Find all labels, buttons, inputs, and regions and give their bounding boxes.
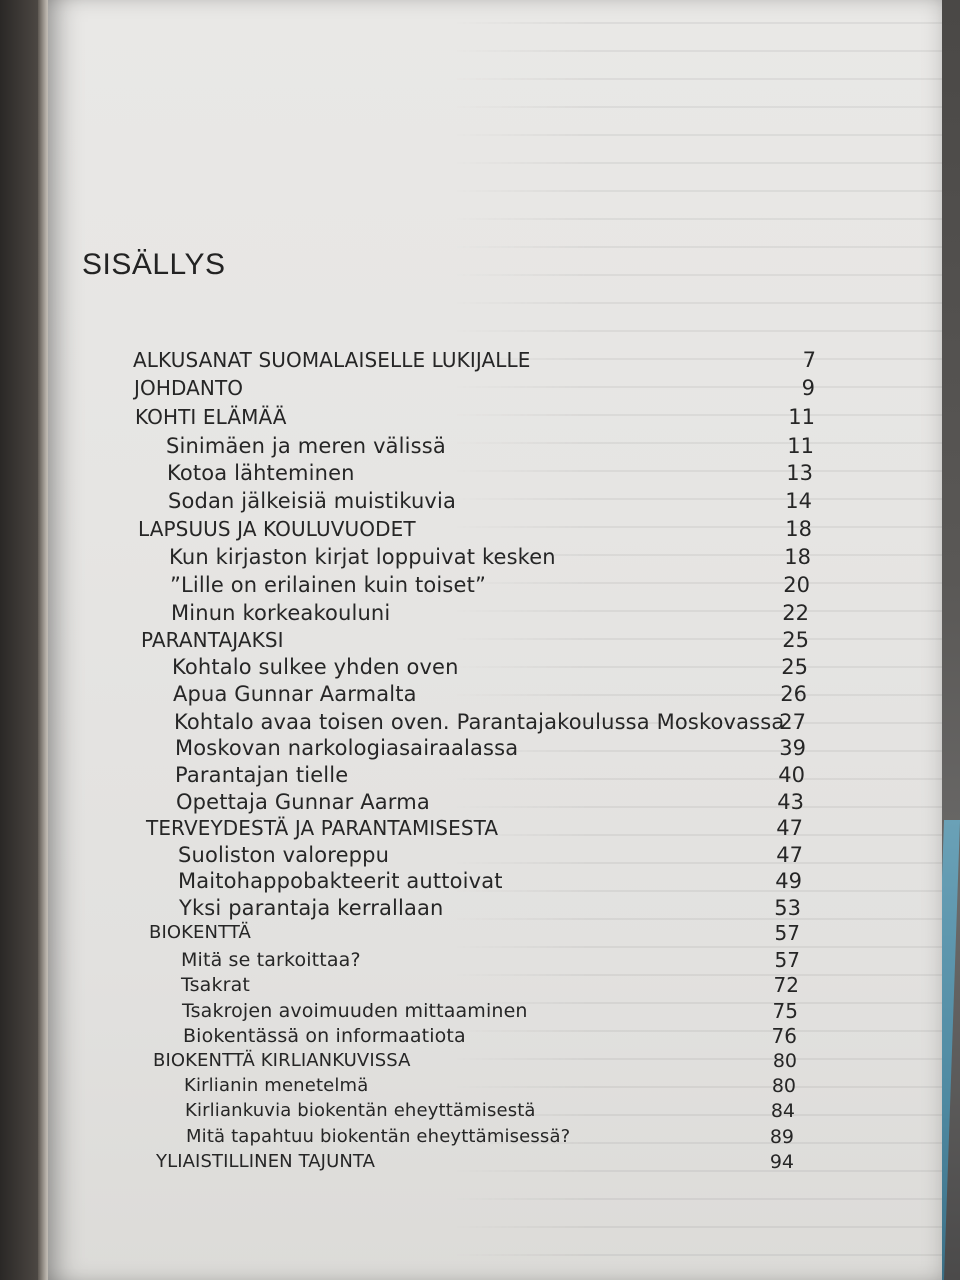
toc-chapter-entry [153, 1048, 797, 1074]
toc-entry-title: Mitä se tarkoittaa? [181, 949, 361, 971]
toc-chapter-entry [141, 627, 809, 653]
toc-entry-title: LAPSUUS JA KOULUVUODET [138, 517, 416, 541]
toc-page-number: 75 [772, 999, 798, 1023]
toc-chapter-entry [138, 516, 812, 542]
toc-page-number: 13 [786, 461, 813, 485]
toc-section-entry [181, 972, 799, 998]
toc-page-number: 9 [801, 376, 815, 400]
toc-page-number: 47 [776, 843, 803, 867]
toc-entry-title: Yksi parantaja kerrallaan [179, 896, 444, 920]
toc-chapter-entry [149, 920, 800, 946]
page-title: SISÄLLYS [82, 248, 226, 281]
toc-page-number: 49 [775, 869, 802, 893]
toc-section-entry [168, 488, 812, 514]
toc-chapter-entry [134, 375, 815, 401]
toc-section-entry [174, 709, 806, 735]
toc-section-entry [178, 868, 802, 894]
toc-section-entry [173, 681, 807, 707]
toc-page-number: 84 [770, 1100, 795, 1122]
toc-entry-title: Apua Gunnar Aarmalta [173, 682, 417, 706]
toc-page-number: 11 [788, 405, 815, 429]
toc-entry-title: BIOKENTTÄ [149, 922, 251, 943]
toc-entry-title: Sinimäen ja meren välissä [166, 434, 446, 458]
toc-page-number: 18 [784, 545, 811, 569]
toc-section-entry [175, 762, 805, 788]
toc-page-number: 76 [771, 1024, 797, 1048]
toc-page-number: 57 [774, 921, 800, 945]
toc-page-number: 26 [780, 682, 807, 706]
toc-page-number: 25 [781, 655, 808, 679]
toc-entry-title: Kirliankuvia biokentän eheyttämisestä [185, 1100, 536, 1121]
toc-entry-title: Kotoa lähteminen [167, 461, 355, 485]
toc-section-entry [179, 895, 801, 921]
toc-chapter-entry [146, 815, 803, 841]
toc-section-entry [184, 1073, 796, 1099]
toc-entry-title: Sodan jälkeisiä muistikuvia [168, 489, 457, 513]
toc-page-number: 94 [769, 1151, 794, 1173]
toc-page-number: 80 [771, 1075, 796, 1097]
toc-page-number: 20 [783, 573, 810, 597]
toc-entry-title: Biokentässä on informaatiota [183, 1025, 466, 1047]
toc-section-entry [171, 600, 809, 626]
toc-entry-title: Minun korkeakouluni [171, 601, 391, 625]
toc-page-number: 25 [782, 628, 809, 652]
toc-entry-title: Suoliston valoreppu [178, 843, 390, 867]
toc-page-number: 11 [787, 434, 814, 458]
toc-section-entry [178, 842, 803, 868]
toc-entry-title: Tsakrat [181, 974, 250, 996]
toc-entry-title: PARANTAJAKSI [141, 628, 284, 652]
toc-section-entry [166, 433, 814, 459]
toc-section-entry [183, 1023, 797, 1049]
toc-page-number: 27 [779, 710, 806, 734]
toc-entry-title: JOHDANTO [134, 376, 244, 400]
toc-entry-title: Tsakrojen avoimuuden mittaaminen [182, 1000, 528, 1022]
toc-entry-title: YLIAISTILLINEN TAJUNTA [156, 1151, 376, 1172]
toc-page-number: 14 [785, 489, 812, 513]
toc-section-entry [176, 789, 804, 815]
toc-entry-title: BIOKENTTÄ KIRLIANKUVISSA [153, 1050, 411, 1071]
toc-section-entry [182, 998, 798, 1024]
toc-entry-title: Kohtalo sulkee yhden oven [172, 655, 459, 679]
toc-entry-title: Maitohappobakteerit auttoivat [178, 869, 503, 893]
toc-section-entry [185, 1098, 795, 1124]
toc-page-number: 89 [769, 1126, 794, 1148]
toc-page-number: 22 [782, 601, 809, 625]
toc-entry-title: Parantajan tielle [175, 763, 349, 787]
toc-page-number: 57 [774, 948, 800, 972]
toc-section-entry [172, 654, 808, 680]
toc-page-number: 7 [802, 348, 816, 372]
toc-entry-title: Kirlianin menetelmä [184, 1075, 369, 1096]
toc-entry-title: KOHTI ELÄMÄÄ [135, 405, 287, 429]
toc-page-number: 43 [777, 790, 804, 814]
toc-entry-title: Moskovan narkologiasairaalassa [175, 736, 519, 760]
toc-entry-title: Opettaja Gunnar Aarma [176, 790, 430, 814]
toc-entry-title: Kohtalo avaa toisen oven. Parantajakoulussa Moskovassa [174, 710, 785, 734]
toc-section-entry [170, 572, 810, 598]
toc-section-entry [175, 735, 806, 761]
toc-page-number: 39 [779, 736, 806, 760]
toc-section-entry [167, 460, 813, 486]
toc-page-number: 47 [776, 816, 803, 840]
toc-section-entry [186, 1124, 794, 1150]
toc-entry-title: ALKUSANAT SUOMALAISELLE LUKIJALLE [133, 348, 531, 372]
toc-entry-title: ”Lille on erilainen kuin toiset” [170, 573, 486, 597]
toc-entry-title: Mitä tapahtuu biokentän eheyttämisessä? [186, 1126, 571, 1147]
toc-page-number: 53 [774, 896, 801, 920]
toc-entry-title: TERVEYDESTÄ JA PARANTAMISESTA [146, 816, 499, 840]
toc-chapter-entry [133, 347, 816, 373]
toc-chapter-entry [156, 1149, 794, 1175]
toc-page-number: 80 [772, 1050, 797, 1072]
toc-chapter-entry [135, 404, 815, 430]
toc-page-number: 40 [778, 763, 805, 787]
toc-entry-title: Kun kirjaston kirjat loppuivat kesken [169, 545, 556, 569]
toc-section-entry [181, 947, 800, 973]
toc-page-number: 18 [785, 517, 812, 541]
toc-page-number: 72 [773, 973, 799, 997]
toc-section-entry [169, 544, 811, 570]
